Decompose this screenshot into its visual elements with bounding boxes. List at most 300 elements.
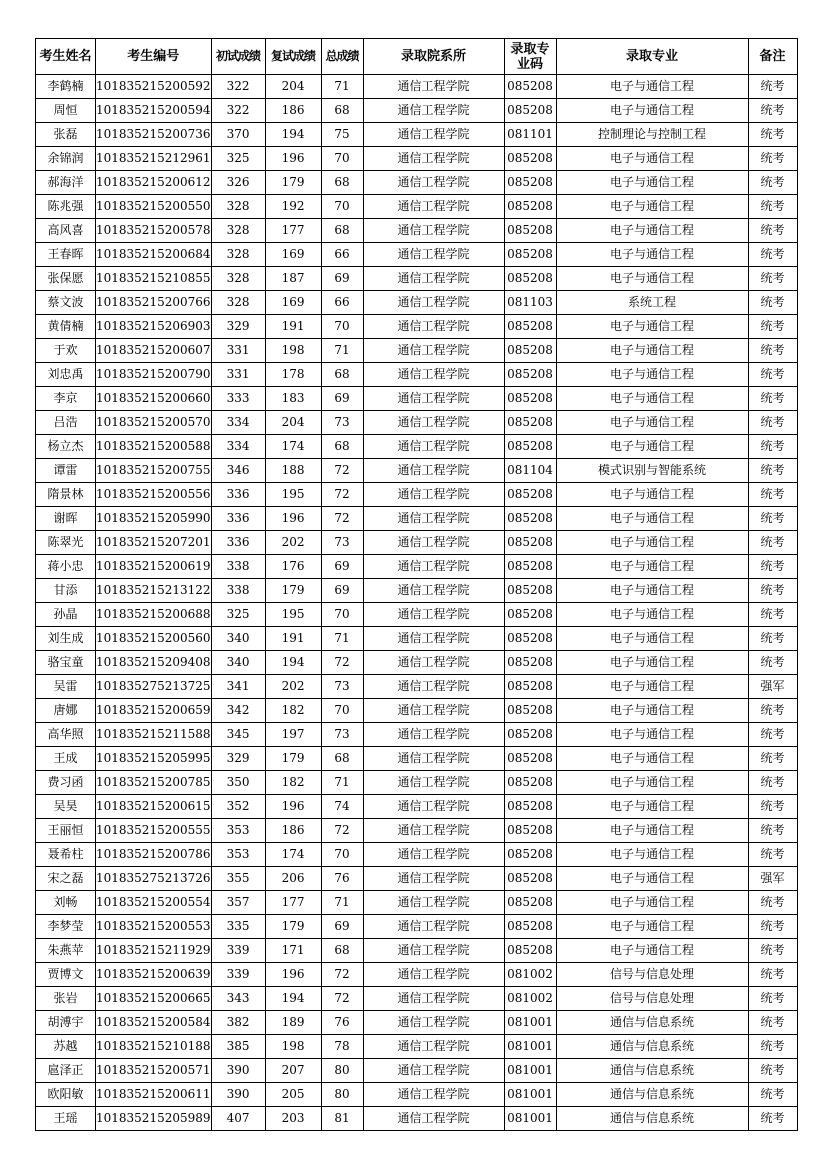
- cell-remark: 统考: [748, 75, 797, 99]
- cell-retest-score: 194: [265, 123, 321, 147]
- cell-remark: 统考: [748, 411, 797, 435]
- cell-total-score: 72: [321, 483, 363, 507]
- cell-total-score: 73: [321, 675, 363, 699]
- cell-remark: 统考: [748, 963, 797, 987]
- cell-retest-score: 179: [265, 171, 321, 195]
- cell-retest-score: 195: [265, 483, 321, 507]
- cell-major-code: 081001: [504, 1107, 556, 1131]
- cell-candidate-id: 101835215213122: [96, 579, 212, 603]
- cell-total-score: 70: [321, 195, 363, 219]
- cell-name: 陈兆强: [36, 195, 96, 219]
- cell-name: 苏越: [36, 1035, 96, 1059]
- cell-major: 电子与通信工程: [556, 939, 748, 963]
- cell-initial-score: 338: [211, 579, 265, 603]
- cell-remark: 统考: [748, 651, 797, 675]
- table-row: [36, 507, 798, 531]
- header-row: [36, 39, 798, 75]
- cell-major-code: 085208: [504, 579, 556, 603]
- cell-department: 通信工程学院: [363, 891, 504, 915]
- cell-candidate-id: 101835215200592: [96, 75, 212, 99]
- cell-retest-score: 196: [265, 147, 321, 171]
- cell-name: 孙晶: [36, 603, 96, 627]
- cell-candidate-id: 101835215200588: [96, 435, 212, 459]
- cell-candidate-id: 101835215200611: [96, 1083, 212, 1107]
- cell-major: 电子与通信工程: [556, 531, 748, 555]
- cell-remark: 统考: [748, 1083, 797, 1107]
- cell-retest-score: 194: [265, 987, 321, 1011]
- cell-retest-score: 198: [265, 1035, 321, 1059]
- cell-retest-score: 196: [265, 795, 321, 819]
- cell-major-code: 081101: [504, 123, 556, 147]
- cell-initial-score: 353: [211, 819, 265, 843]
- cell-major: 电子与通信工程: [556, 243, 748, 267]
- cell-retest-score: 182: [265, 699, 321, 723]
- cell-name: 聂希柱: [36, 843, 96, 867]
- cell-name: 李梦莹: [36, 915, 96, 939]
- cell-remark: 统考: [748, 627, 797, 651]
- cell-total-score: 69: [321, 387, 363, 411]
- header-remark: 备注: [748, 39, 797, 75]
- cell-major-code: 085208: [504, 219, 556, 243]
- cell-major: 电子与通信工程: [556, 627, 748, 651]
- table-row: [36, 651, 798, 675]
- cell-retest-score: 169: [265, 243, 321, 267]
- cell-major: 电子与通信工程: [556, 699, 748, 723]
- cell-retest-score: 194: [265, 651, 321, 675]
- cell-department: 通信工程学院: [363, 987, 504, 1011]
- table-row: [36, 603, 798, 627]
- table-row: [36, 459, 798, 483]
- cell-department: 通信工程学院: [363, 435, 504, 459]
- table-row: [36, 627, 798, 651]
- cell-initial-score: 328: [211, 243, 265, 267]
- cell-candidate-id: 101835215200736: [96, 123, 212, 147]
- cell-department: 通信工程学院: [363, 1083, 504, 1107]
- cell-total-score: 80: [321, 1083, 363, 1107]
- cell-initial-score: 326: [211, 171, 265, 195]
- cell-initial-score: 329: [211, 315, 265, 339]
- cell-total-score: 68: [321, 363, 363, 387]
- cell-total-score: 73: [321, 411, 363, 435]
- cell-candidate-id: 101835215200570: [96, 411, 212, 435]
- cell-name: 骆宝童: [36, 651, 96, 675]
- cell-initial-score: 329: [211, 747, 265, 771]
- cell-remark: 统考: [748, 243, 797, 267]
- cell-remark: 统考: [748, 219, 797, 243]
- cell-total-score: 72: [321, 459, 363, 483]
- cell-name: 蒋小忠: [36, 555, 96, 579]
- cell-remark: 统考: [748, 339, 797, 363]
- cell-retest-score: 189: [265, 1011, 321, 1035]
- cell-candidate-id: 101835215200607: [96, 339, 212, 363]
- cell-initial-score: 335: [211, 915, 265, 939]
- cell-total-score: 70: [321, 315, 363, 339]
- cell-major-code: 085208: [504, 555, 556, 579]
- cell-initial-score: 339: [211, 963, 265, 987]
- cell-initial-score: 328: [211, 267, 265, 291]
- cell-major: 电子与通信工程: [556, 315, 748, 339]
- cell-candidate-id: 101835215200785: [96, 771, 212, 795]
- cell-department: 通信工程学院: [363, 771, 504, 795]
- cell-major: 模式识别与智能系统: [556, 459, 748, 483]
- cell-initial-score: 390: [211, 1059, 265, 1083]
- cell-name: 宋之磊: [36, 867, 96, 891]
- cell-major-code: 085208: [504, 435, 556, 459]
- cell-department: 通信工程学院: [363, 531, 504, 555]
- cell-remark: 统考: [748, 843, 797, 867]
- cell-initial-score: 340: [211, 627, 265, 651]
- cell-initial-score: 334: [211, 435, 265, 459]
- cell-major: 通信与信息系统: [556, 1107, 748, 1131]
- cell-major-code: 085208: [504, 651, 556, 675]
- cell-major: 电子与通信工程: [556, 771, 748, 795]
- cell-major: 信号与信息处理: [556, 987, 748, 1011]
- header-retest-score: 复试成绩: [265, 39, 321, 75]
- cell-candidate-id: 101835215210188: [96, 1035, 212, 1059]
- cell-major-code: 085208: [504, 723, 556, 747]
- table-row: [36, 315, 798, 339]
- cell-retest-score: 179: [265, 579, 321, 603]
- table-row: [36, 387, 798, 411]
- cell-total-score: 68: [321, 435, 363, 459]
- cell-department: 通信工程学院: [363, 171, 504, 195]
- cell-major-code: 085208: [504, 675, 556, 699]
- cell-department: 通信工程学院: [363, 507, 504, 531]
- cell-department: 通信工程学院: [363, 963, 504, 987]
- cell-candidate-id: 101835215210855: [96, 267, 212, 291]
- cell-total-score: 78: [321, 1035, 363, 1059]
- cell-candidate-id: 101835275213725: [96, 675, 212, 699]
- cell-department: 通信工程学院: [363, 651, 504, 675]
- cell-department: 通信工程学院: [363, 555, 504, 579]
- cell-major-code: 085208: [504, 915, 556, 939]
- cell-department: 通信工程学院: [363, 99, 504, 123]
- table-row: [36, 1083, 798, 1107]
- cell-candidate-id: 101835215200665: [96, 987, 212, 1011]
- cell-major-code: 085208: [504, 699, 556, 723]
- table-row: [36, 291, 798, 315]
- cell-major-code: 085208: [504, 243, 556, 267]
- cell-department: 通信工程学院: [363, 1059, 504, 1083]
- cell-name: 甘添: [36, 579, 96, 603]
- cell-department: 通信工程学院: [363, 315, 504, 339]
- cell-remark: 统考: [748, 1011, 797, 1035]
- cell-major-code: 085208: [504, 795, 556, 819]
- cell-major-code: 085208: [504, 339, 556, 363]
- cell-retest-score: 187: [265, 267, 321, 291]
- cell-candidate-id: 101835215200659: [96, 699, 212, 723]
- cell-department: 通信工程学院: [363, 195, 504, 219]
- cell-major: 电子与通信工程: [556, 483, 748, 507]
- cell-department: 通信工程学院: [363, 459, 504, 483]
- cell-retest-score: 183: [265, 387, 321, 411]
- cell-department: 通信工程学院: [363, 1107, 504, 1131]
- cell-name: 唐娜: [36, 699, 96, 723]
- cell-candidate-id: 101835215200688: [96, 603, 212, 627]
- cell-major: 电子与通信工程: [556, 915, 748, 939]
- cell-remark: 统考: [748, 723, 797, 747]
- cell-department: 通信工程学院: [363, 483, 504, 507]
- cell-name: 张岩: [36, 987, 96, 1011]
- cell-candidate-id: 101835215200578: [96, 219, 212, 243]
- cell-retest-score: 177: [265, 891, 321, 915]
- cell-retest-score: 177: [265, 219, 321, 243]
- cell-remark: 统考: [748, 99, 797, 123]
- cell-name: 谢晖: [36, 507, 96, 531]
- table-row: [36, 819, 798, 843]
- cell-retest-score: 207: [265, 1059, 321, 1083]
- cell-name: 朱燕苹: [36, 939, 96, 963]
- cell-major: 电子与通信工程: [556, 363, 748, 387]
- cell-retest-score: 188: [265, 459, 321, 483]
- cell-department: 通信工程学院: [363, 795, 504, 819]
- table-row: [36, 1011, 798, 1035]
- cell-major: 电子与通信工程: [556, 267, 748, 291]
- cell-retest-score: 169: [265, 291, 321, 315]
- table-row: [36, 915, 798, 939]
- table-row: [36, 987, 798, 1011]
- cell-initial-score: 355: [211, 867, 265, 891]
- cell-total-score: 74: [321, 795, 363, 819]
- cell-department: 通信工程学院: [363, 75, 504, 99]
- cell-retest-score: 202: [265, 675, 321, 699]
- cell-remark: 统考: [748, 747, 797, 771]
- cell-candidate-id: 101835215200550: [96, 195, 212, 219]
- cell-total-score: 71: [321, 339, 363, 363]
- cell-candidate-id: 101835215200790: [96, 363, 212, 387]
- table-row: [36, 339, 798, 363]
- table-row: [36, 531, 798, 555]
- table-row: [36, 747, 798, 771]
- cell-initial-score: 342: [211, 699, 265, 723]
- cell-initial-score: 325: [211, 603, 265, 627]
- cell-initial-score: 328: [211, 291, 265, 315]
- cell-remark: 统考: [748, 891, 797, 915]
- cell-major: 系统工程: [556, 291, 748, 315]
- cell-remark: 统考: [748, 1035, 797, 1059]
- cell-retest-score: 182: [265, 771, 321, 795]
- table-row: [36, 675, 798, 699]
- cell-remark: 统考: [748, 387, 797, 411]
- cell-retest-score: 186: [265, 99, 321, 123]
- cell-remark: 统考: [748, 363, 797, 387]
- cell-retest-score: 196: [265, 963, 321, 987]
- cell-initial-score: 346: [211, 459, 265, 483]
- cell-total-score: 81: [321, 1107, 363, 1131]
- cell-name: 吴昊: [36, 795, 96, 819]
- cell-initial-score: 407: [211, 1107, 265, 1131]
- cell-retest-score: 174: [265, 843, 321, 867]
- cell-department: 通信工程学院: [363, 267, 504, 291]
- cell-department: 通信工程学院: [363, 579, 504, 603]
- cell-major: 控制理论与控制工程: [556, 123, 748, 147]
- cell-candidate-id: 101835215211929: [96, 939, 212, 963]
- cell-remark: 统考: [748, 819, 797, 843]
- cell-candidate-id: 101835215200553: [96, 915, 212, 939]
- cell-remark: 统考: [748, 147, 797, 171]
- table-row: [36, 75, 798, 99]
- cell-candidate-id: 101835215200612: [96, 171, 212, 195]
- table-row: [36, 123, 798, 147]
- cell-candidate-id: 101835215200555: [96, 819, 212, 843]
- cell-major: 通信与信息系统: [556, 1059, 748, 1083]
- cell-name: 王春晖: [36, 243, 96, 267]
- cell-total-score: 66: [321, 243, 363, 267]
- cell-remark: 统考: [748, 939, 797, 963]
- table-row: [36, 723, 798, 747]
- cell-major-code: 085208: [504, 315, 556, 339]
- cell-name: 李京: [36, 387, 96, 411]
- cell-remark: 统考: [748, 771, 797, 795]
- cell-remark: 统考: [748, 1059, 797, 1083]
- cell-initial-score: 322: [211, 75, 265, 99]
- cell-name: 王瑶: [36, 1107, 96, 1131]
- cell-initial-score: 343: [211, 987, 265, 1011]
- cell-major-code: 081104: [504, 459, 556, 483]
- table-row: [36, 699, 798, 723]
- table-row: [36, 555, 798, 579]
- cell-name: 谭雷: [36, 459, 96, 483]
- cell-name: 周恒: [36, 99, 96, 123]
- cell-remark: 统考: [748, 579, 797, 603]
- cell-initial-score: 382: [211, 1011, 265, 1035]
- cell-major: 电子与通信工程: [556, 747, 748, 771]
- table-body: [36, 75, 798, 1131]
- table-row: [36, 147, 798, 171]
- cell-department: 通信工程学院: [363, 627, 504, 651]
- header-candidate-id: 考生编号: [96, 39, 212, 75]
- cell-total-score: 72: [321, 987, 363, 1011]
- cell-candidate-id: 101835215200554: [96, 891, 212, 915]
- cell-retest-score: 191: [265, 315, 321, 339]
- cell-major: 电子与通信工程: [556, 195, 748, 219]
- cell-retest-score: 176: [265, 555, 321, 579]
- cell-department: 通信工程学院: [363, 675, 504, 699]
- cell-department: 通信工程学院: [363, 699, 504, 723]
- cell-total-score: 76: [321, 1011, 363, 1035]
- cell-major-code: 085208: [504, 387, 556, 411]
- cell-remark: 统考: [748, 123, 797, 147]
- cell-retest-score: 202: [265, 531, 321, 555]
- cell-retest-score: 204: [265, 75, 321, 99]
- cell-department: 通信工程学院: [363, 411, 504, 435]
- admission-table: [35, 38, 798, 1131]
- cell-major: 电子与通信工程: [556, 843, 748, 867]
- cell-initial-score: 334: [211, 411, 265, 435]
- cell-major-code: 085208: [504, 747, 556, 771]
- cell-candidate-id: 101835215200660: [96, 387, 212, 411]
- cell-candidate-id: 101835215212961: [96, 147, 212, 171]
- cell-major-code: 085208: [504, 939, 556, 963]
- cell-initial-score: 345: [211, 723, 265, 747]
- cell-major: 通信与信息系统: [556, 1035, 748, 1059]
- cell-initial-score: 336: [211, 507, 265, 531]
- cell-total-score: 69: [321, 555, 363, 579]
- cell-initial-score: 322: [211, 99, 265, 123]
- cell-retest-score: 205: [265, 1083, 321, 1107]
- cell-candidate-id: 101835215211588: [96, 723, 212, 747]
- cell-department: 通信工程学院: [363, 723, 504, 747]
- cell-total-score: 72: [321, 651, 363, 675]
- cell-remark: 统考: [748, 435, 797, 459]
- cell-total-score: 68: [321, 99, 363, 123]
- cell-major-code: 085208: [504, 771, 556, 795]
- cell-initial-score: 331: [211, 339, 265, 363]
- cell-total-score: 73: [321, 723, 363, 747]
- cell-retest-score: 186: [265, 819, 321, 843]
- cell-initial-score: 350: [211, 771, 265, 795]
- cell-candidate-id: 101835215200560: [96, 627, 212, 651]
- cell-department: 通信工程学院: [363, 915, 504, 939]
- cell-candidate-id: 101835215200786: [96, 843, 212, 867]
- table-row: [36, 267, 798, 291]
- header-department: 录取院系所: [363, 39, 504, 75]
- cell-major: 电子与通信工程: [556, 867, 748, 891]
- table-row: [36, 219, 798, 243]
- cell-total-score: 73: [321, 531, 363, 555]
- cell-remark: 统考: [748, 267, 797, 291]
- cell-retest-score: 203: [265, 1107, 321, 1131]
- cell-remark: 统考: [748, 315, 797, 339]
- cell-department: 通信工程学院: [363, 867, 504, 891]
- header-major-code: 录取专业码: [504, 39, 556, 75]
- cell-major: 电子与通信工程: [556, 99, 748, 123]
- cell-department: 通信工程学院: [363, 747, 504, 771]
- cell-name: 刘生成: [36, 627, 96, 651]
- table-row: [36, 171, 798, 195]
- cell-initial-score: 338: [211, 555, 265, 579]
- cell-major-code: 085208: [504, 363, 556, 387]
- cell-remark: 统考: [748, 1107, 797, 1131]
- cell-major: 电子与通信工程: [556, 507, 748, 531]
- cell-candidate-id: 101835215200615: [96, 795, 212, 819]
- cell-department: 通信工程学院: [363, 339, 504, 363]
- cell-remark: 强军: [748, 867, 797, 891]
- cell-remark: 统考: [748, 795, 797, 819]
- cell-remark: 统考: [748, 531, 797, 555]
- cell-initial-score: 328: [211, 195, 265, 219]
- cell-total-score: 70: [321, 699, 363, 723]
- cell-initial-score: 328: [211, 219, 265, 243]
- cell-retest-score: 178: [265, 363, 321, 387]
- cell-major-code: 085208: [504, 507, 556, 531]
- cell-major: 电子与通信工程: [556, 387, 748, 411]
- cell-retest-score: 179: [265, 915, 321, 939]
- cell-name: 欧阳敏: [36, 1083, 96, 1107]
- table-row: [36, 795, 798, 819]
- cell-name: 刘畅: [36, 891, 96, 915]
- cell-major-code: 085208: [504, 411, 556, 435]
- header-major: 录取专业: [556, 39, 748, 75]
- cell-major: 电子与通信工程: [556, 147, 748, 171]
- cell-name: 张保愿: [36, 267, 96, 291]
- cell-remark: 统考: [748, 195, 797, 219]
- cell-initial-score: 390: [211, 1083, 265, 1107]
- cell-major: 电子与通信工程: [556, 435, 748, 459]
- cell-major: 电子与通信工程: [556, 579, 748, 603]
- cell-total-score: 76: [321, 867, 363, 891]
- cell-department: 通信工程学院: [363, 291, 504, 315]
- cell-initial-score: 331: [211, 363, 265, 387]
- cell-candidate-id: 101835215200766: [96, 291, 212, 315]
- cell-major: 通信与信息系统: [556, 1011, 748, 1035]
- cell-total-score: 69: [321, 915, 363, 939]
- cell-remark: 统考: [748, 987, 797, 1011]
- table-row: [36, 1035, 798, 1059]
- cell-retest-score: 195: [265, 603, 321, 627]
- cell-candidate-id: 101835215200619: [96, 555, 212, 579]
- cell-retest-score: 191: [265, 627, 321, 651]
